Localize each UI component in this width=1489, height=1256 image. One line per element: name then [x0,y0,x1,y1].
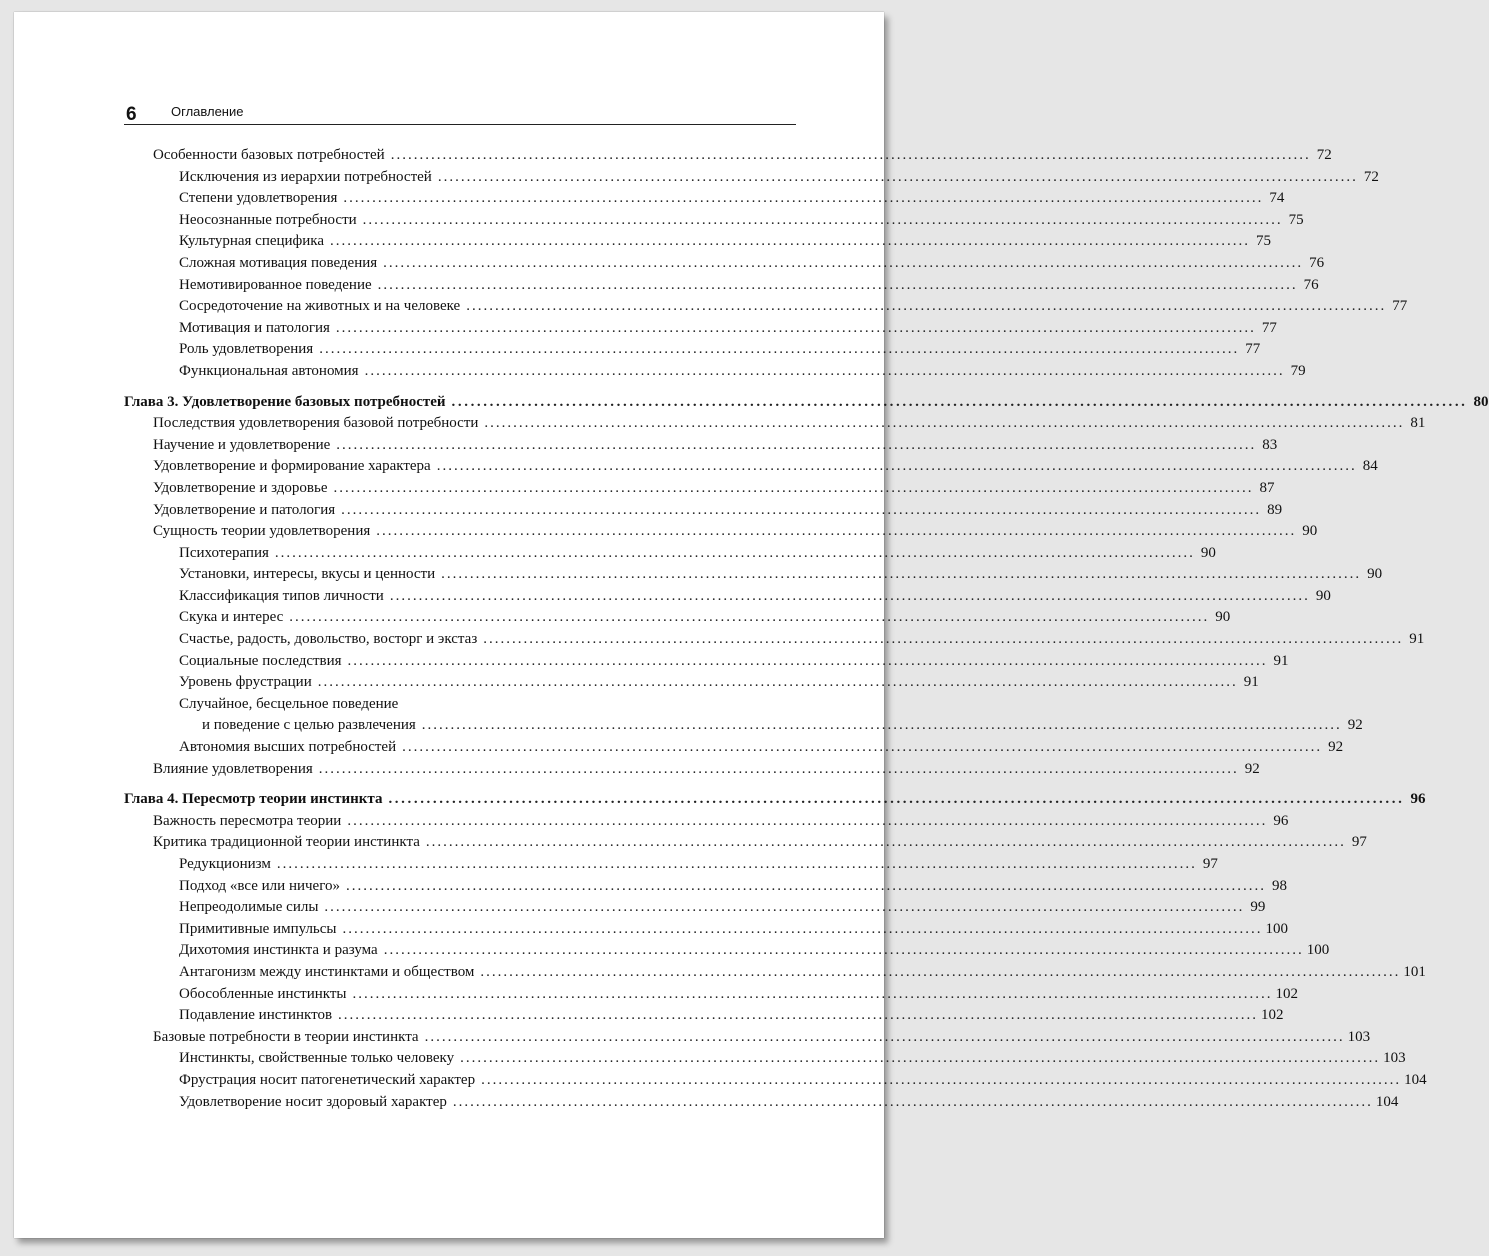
toc-entry-title: Культурная специфика [179,233,325,250]
toc-entry-page: 92 [1347,717,1363,734]
toc-entry[interactable] [124,318,1277,340]
toc-entry-title: Исключения из иерархии потребностей [179,168,432,185]
toc-entry[interactable] [124,919,1289,941]
dot-leader: ................................................................................................................................................................ [352,985,1273,1002]
dot-leader: ................................................................................................................................................................ [383,254,1304,271]
dot-leader: ................................................................................................................................................................ [483,631,1404,648]
dot-leader: ................................................................................................................................................................ [425,834,1346,851]
dot-leader: ................................................................................................................................................................ [330,233,1251,250]
dot-leader: ................................................................................................................................................................ [436,458,1357,475]
dot-leader: ................................................................................................................................................................ [338,1007,1259,1024]
dot-leader: ................................................................................................................................................................ [466,298,1387,315]
toc-entry-title: Степени удовлетворения [179,190,338,207]
toc-entry-page: 96 [1410,791,1426,808]
toc-entry-title: Научение и удовлетворение [153,436,331,453]
dot-leader: ................................................................................................................................................................ [342,920,1263,937]
toc-entry-page: 102 [1261,1007,1284,1024]
toc-entry[interactable] [124,629,1425,651]
toc-entry-title: Установки, интересы, вкусы и ценности [179,566,436,583]
toc-entry[interactable] [124,672,1259,694]
toc-entry-title: Случайное, бесцельное поведение [179,695,399,712]
running-header [124,102,796,125]
toc-entry-title: Примитивные импульсы [179,920,337,937]
dot-leader: ................................................................................................................................................................ [289,609,1210,626]
toc-entry[interactable] [124,521,1318,543]
toc-entry-page: 100 [1265,920,1289,937]
toc-chapter[interactable] [124,392,1489,414]
dot-leader: ................................................................................................................................................................ [441,566,1362,583]
toc-entry[interactable] [124,962,1426,984]
toc-entry[interactable] [124,361,1306,383]
toc-entry-title: Редукционизм [179,856,271,872]
toc-entry-page: 104 [1404,1071,1427,1088]
toc-entry-title: Глава 3. Удовлетворение базовых потребностей [124,393,446,410]
dot-leader: ................................................................................................................................................................ [421,717,1342,734]
dot-leader: ................................................................................................................................................................ [389,587,1310,604]
toc-entry[interactable] [124,715,1363,737]
toc-entry-title: Автономия высших потребностей [179,739,397,756]
toc-entry-page: 84 [1362,458,1378,475]
toc-entry-title: Психотерапия [179,544,269,561]
toc-entry-page: 96 [1273,812,1289,829]
toc-entry-page: 89 [1267,501,1283,518]
toc-entry[interactable] [124,167,1379,189]
toc-entry-title: Сложная мотивация поведения [179,254,378,271]
toc-entry-title: Неосознанные потребности [179,211,357,228]
toc-entry-page: 91 [1273,652,1289,669]
toc-entry-page: 76 [1303,276,1319,293]
toc-entry[interactable] [124,759,1260,781]
toc-entry-title: и поведение с целью развлечения [202,717,416,734]
book-page [14,12,1489,1238]
toc-entry-page: 97 [1351,834,1367,851]
toc-entry-page: 104 [1375,1093,1399,1110]
dot-leader: ................................................................................................................................................................ [341,501,1262,518]
toc-entry-title: Фрустрация носит патогенетический характер [179,1071,476,1088]
toc-entry-title: Дихотомия инстинкта и разума [179,942,378,959]
toc-entry[interactable] [124,1092,1399,1114]
toc-entry-title: Подавление инстинктов [179,1007,333,1024]
toc-entry[interactable] [124,876,1287,898]
toc-entry-title: Уровень фрустрации [179,674,312,691]
toc-entry-title: Сущность теории удовлетворения [153,523,371,540]
dot-leader: ................................................................................................................................................................ [274,544,1195,561]
toc-entry[interactable] [124,832,1367,854]
toc-entry[interactable] [124,253,1325,275]
toc-entry[interactable] [124,435,1278,457]
page-number: 6 [126,104,137,125]
toc-entry[interactable] [124,984,1298,1006]
toc-entry[interactable] [124,564,1383,586]
toc-entry[interactable] [124,339,1261,361]
toc-entry-page: 83 [1262,436,1278,453]
dot-leader: ................................................................................................................................................................ [319,341,1240,358]
toc-entry[interactable] [124,586,1331,608]
toc-entry[interactable] [124,694,794,716]
dot-leader: ................................................................................................................................................................ [437,168,1358,185]
dot-leader: ................................................................................................................................................................ [335,319,1256,336]
toc-entry[interactable] [124,543,1216,565]
toc-entry-page: 98 [1271,877,1287,894]
toc-entry-page: 80 [1473,393,1489,410]
toc-entry-title: Счастье, радость, довольство, восторг и экстаз [179,631,478,648]
toc-entry-page: 101 [1403,963,1426,980]
toc-entry-title: Непреодолимые силы [179,899,319,916]
toc-entry[interactable] [124,456,1378,478]
toc-entry[interactable] [124,651,1289,673]
toc-entry[interactable] [124,1048,1406,1070]
toc-entry-page: 100 [1306,942,1330,959]
toc-entry[interactable] [124,607,1231,629]
toc-entry[interactable] [124,210,1304,232]
toc-entry[interactable] [124,413,1426,435]
dot-leader: ................................................................................................................................................................ [390,147,1311,163]
toc-entry[interactable] [124,1070,1427,1092]
toc-entry-page: 90 [1367,566,1383,583]
dot-leader: ................................................................................................................................................................ [362,211,1283,228]
toc-entry-title: Базовые потребности в теории инстинкта [153,1028,419,1045]
dot-leader: ................................................................................................................................................................ [336,436,1257,453]
toc-entry-title: Критика традиционной теории инстинкта [153,834,420,851]
dot-leader: ................................................................................................................................................................ [345,877,1266,894]
toc-entry-title: Роль удовлетворения [179,341,314,358]
dot-leader: ................................................................................................................................................................ [343,190,1264,207]
dot-leader: ................................................................................................................................................................ [347,652,1268,669]
toc-entry-title: Классификация типов личности [179,587,384,604]
toc-entry[interactable] [124,1027,1371,1049]
toc-entry[interactable] [124,231,1272,253]
dot-leader: ................................................................................................................................................................ [424,1028,1345,1045]
toc-entry[interactable] [124,811,1289,833]
dot-leader: ................................................................................................................................................................ [484,415,1405,432]
toc-entry-page: 77 [1261,319,1277,336]
toc-entry-page: 72 [1363,168,1379,185]
toc-entry-page: 90 [1215,609,1231,626]
toc-entry-title: Обособленные инстинкты [179,985,347,1002]
dot-leader: ................................................................................................................................................................ [364,362,1285,379]
toc-entry-page: 87 [1259,479,1275,496]
toc-entry-title: Важность пересмотра теории [153,812,342,829]
toc-entry-page: 81 [1410,415,1426,432]
toc-entry-title: Особенности базовых потребностей [153,147,385,163]
toc-entry-title: Антагонизм между инстинктами и обществом [179,963,475,980]
toc-entry-page: 90 [1200,544,1216,561]
toc-entry-title: Удовлетворение и формирование характера [153,458,431,475]
toc-entry[interactable] [124,737,1344,759]
toc-entry-page: 97 [1202,856,1218,872]
toc-entry-page: 77 [1392,298,1408,315]
toc-entry[interactable] [124,188,1285,210]
toc-entry[interactable] [124,1005,1284,1027]
toc-entry-title: Удовлетворение носит здоровый характер [179,1093,447,1110]
toc-entry-title: Последствия удовлетворения базовой потребности [153,415,479,432]
dot-leader: ................................................................................................................................................................ [276,856,1197,872]
toc-entry[interactable] [124,854,1218,876]
toc-entry-page: 76 [1309,254,1325,271]
dot-leader: ................................................................................................................................................................ [402,739,1323,756]
dot-leader: ................................................................................................................................................................ [480,963,1401,980]
dot-leader: ................................................................................................................................................................ [388,791,1405,808]
toc-entry-page: 90 [1315,587,1331,604]
toc-entry-title: Удовлетворение и патология [153,501,336,518]
toc-entry-title: Социальные последствия [179,652,342,669]
toc-entry-title: Функциональная автономия [179,362,359,379]
toc-entry-page: 75 [1256,233,1272,250]
dot-leader: ................................................................................................................................................................ [377,276,1298,293]
toc-entry-page: 91 [1243,674,1259,691]
toc-entry-page: 77 [1245,341,1261,358]
toc-entry-title: Инстинкты, свойственные только человеку [179,1050,455,1067]
dot-leader: ................................................................................................................................................................ [347,812,1268,829]
running-title: Оглавление [171,104,244,119]
toc-entry-page: 72 [1316,147,1332,163]
dot-leader: ................................................................................................................................................................ [451,393,1468,410]
toc-entry-page: 75 [1288,211,1304,228]
dot-leader: ................................................................................................................................................................ [383,942,1304,959]
toc-entry-page: 103 [1383,1050,1406,1067]
toc-entry-title: Подход «все или ничего» [179,877,340,894]
table-of-contents [124,145,1489,1113]
toc-chapter[interactable] [124,789,1426,811]
toc-entry-page: 92 [1328,739,1344,756]
dot-leader: ................................................................................................................................................................ [452,1093,1373,1110]
dot-leader: ................................................................................................................................................................ [324,899,1245,916]
toc-entry[interactable] [124,275,1319,297]
toc-entry-page: 92 [1244,760,1260,777]
dot-leader: ................................................................................................................................................................ [318,760,1239,777]
toc-entry-title: Влияние удовлетворения [153,760,313,777]
toc-entry-page: 74 [1269,190,1285,207]
toc-entry[interactable] [124,940,1330,962]
dot-leader: ................................................................................................................................................................ [460,1050,1381,1067]
toc-entry-title: Удовлетворение и здоровье [153,479,328,496]
toc-entry[interactable] [124,478,1275,500]
toc-entry[interactable] [124,145,1332,167]
toc-entry-title: Мотивация и патология [179,319,330,336]
dot-leader: ................................................................................................................................................................ [481,1071,1402,1088]
toc-entry-title: Сосредоточение на животных и на человеке [179,298,461,315]
toc-entry-page: 99 [1250,899,1266,916]
toc-entry-page: 102 [1275,985,1298,1002]
toc-entry[interactable] [124,500,1283,522]
toc-entry-page: 103 [1347,1028,1371,1045]
toc-entry-title: Немотивированное поведение [179,276,372,293]
toc-entry-page: 90 [1302,523,1318,540]
toc-entry[interactable] [124,296,1408,318]
toc-entry-page: 79 [1290,362,1306,379]
toc-entry[interactable] [124,897,1266,919]
toc-entry-title: Скука и интерес [179,609,284,626]
toc-entry-page: 91 [1409,631,1425,648]
dot-leader: ................................................................................................................................................................ [317,674,1238,691]
dot-leader: ................................................................................................................................................................ [376,523,1297,540]
toc-entry-title: Глава 4. Пересмотр теории инстинкта [124,791,383,808]
dot-leader: ................................................................................................................................................................ [333,479,1254,496]
